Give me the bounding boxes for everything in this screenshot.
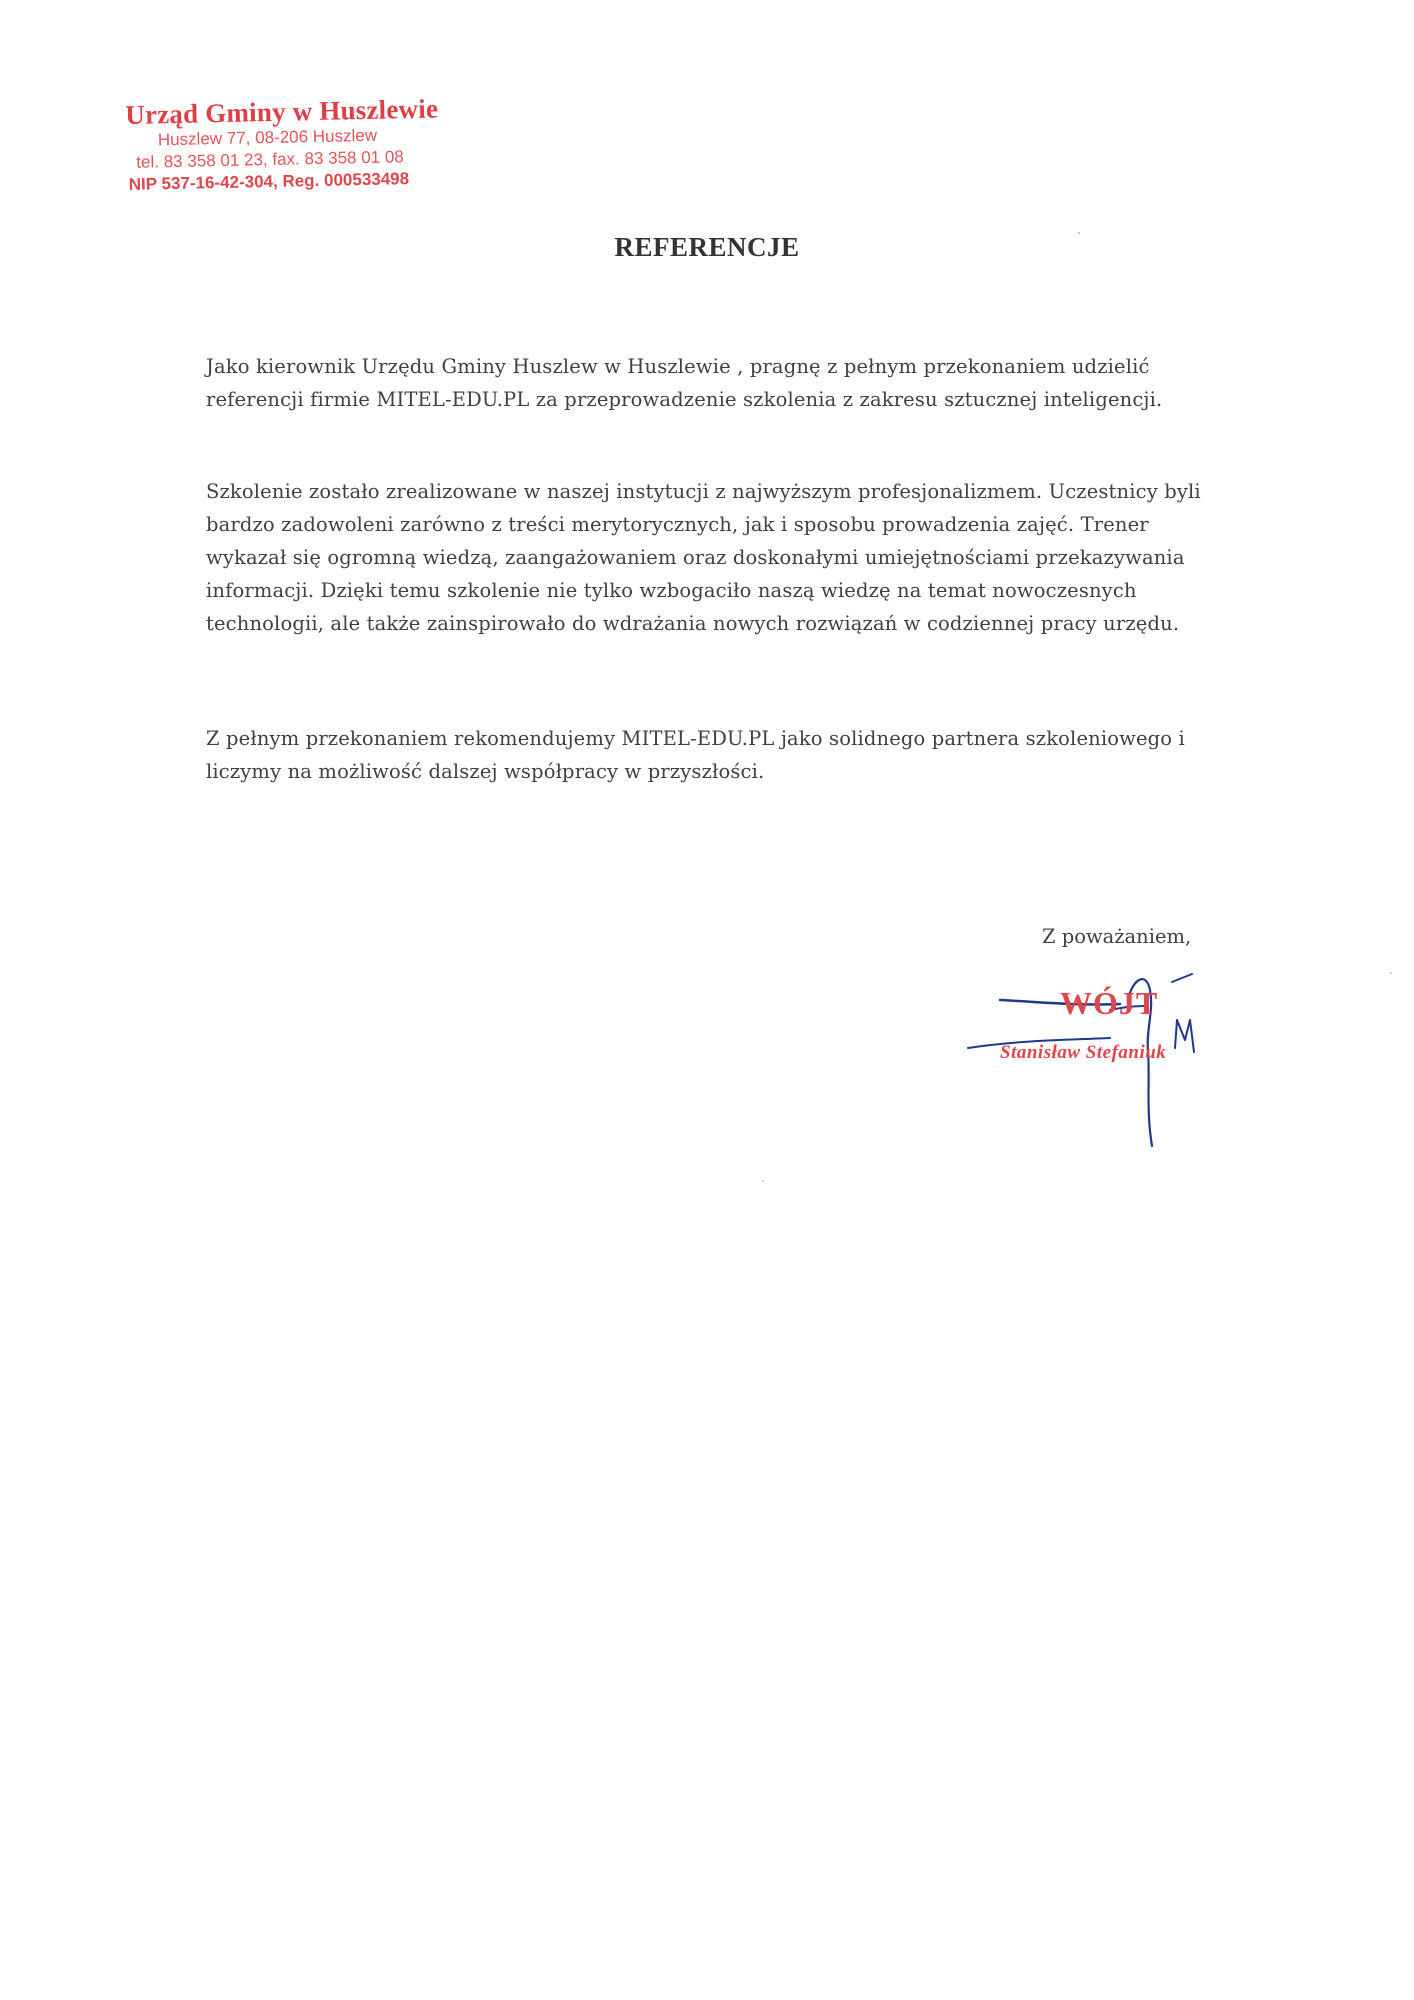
- scan-speck: [1078, 232, 1080, 234]
- signature-title-stamp: WÓJT: [1060, 985, 1159, 1021]
- document-title: REFERENCJE: [614, 232, 800, 262]
- paragraph-intro: [206, 350, 1206, 416]
- signature-name-stamp: Stanisław Stefaniuk: [1000, 1042, 1167, 1063]
- stamp-phone-fax: tel. 83 358 01 23, fax. 83 358 01 08: [136, 147, 404, 172]
- paragraph-text: Jako kierownik Urzędu Gminy Huszlew w Huszlewie , pragnę z pełnym przekonaniem udzielić referencji firmie MITEL-EDU.PL za przeprowadzenie szkolenia z zakresu sztucznej inteligencji.: [206, 355, 1163, 411]
- stamp-nip-reg: NIP 537-16-42-304, Reg. 000533498: [128, 169, 410, 194]
- paragraph-text: Z pełnym przekonaniem rekomendujemy MITEL-EDU.PL jako solidnego partnera szkoleniowego i liczymy na możliwość dalszej współpracy w przyszłości.: [206, 727, 1185, 783]
- paragraph-recommendation: [206, 722, 1206, 788]
- scan-speck: [762, 1180, 764, 1182]
- closing-salutation: Z poważaniem,: [1042, 925, 1192, 948]
- paragraph-details: [206, 475, 1206, 640]
- office-stamp: [125, 93, 457, 196]
- stamp-address: Huszlew 77, 08-206 Huszlew: [157, 125, 378, 150]
- scan-speck: [1390, 972, 1392, 974]
- paragraph-text: Szkolenie zostało zrealizowane w naszej instytucji z najwyższym profesjonalizmem. Uczestnicy byli bardzo zadowoleni zarówno z treści merytorycznych, jak i sposobu prowadzenia zajęć. Trener wykazał się ogromną wiedzą, zaangażowaniem oraz doskonałymi umiejętnościami przekazywania informacji. Dzięki temu szkolenie nie tylko wzbogaciło naszą wiedzę na temat nowoczesnych technologii, ale także zainspirowało do wdrażania nowych rozwiązań w codziennej pracy urzędu.: [206, 480, 1201, 635]
- stamp-office-name: Urząd Gminy w Huszlewie: [125, 93, 439, 130]
